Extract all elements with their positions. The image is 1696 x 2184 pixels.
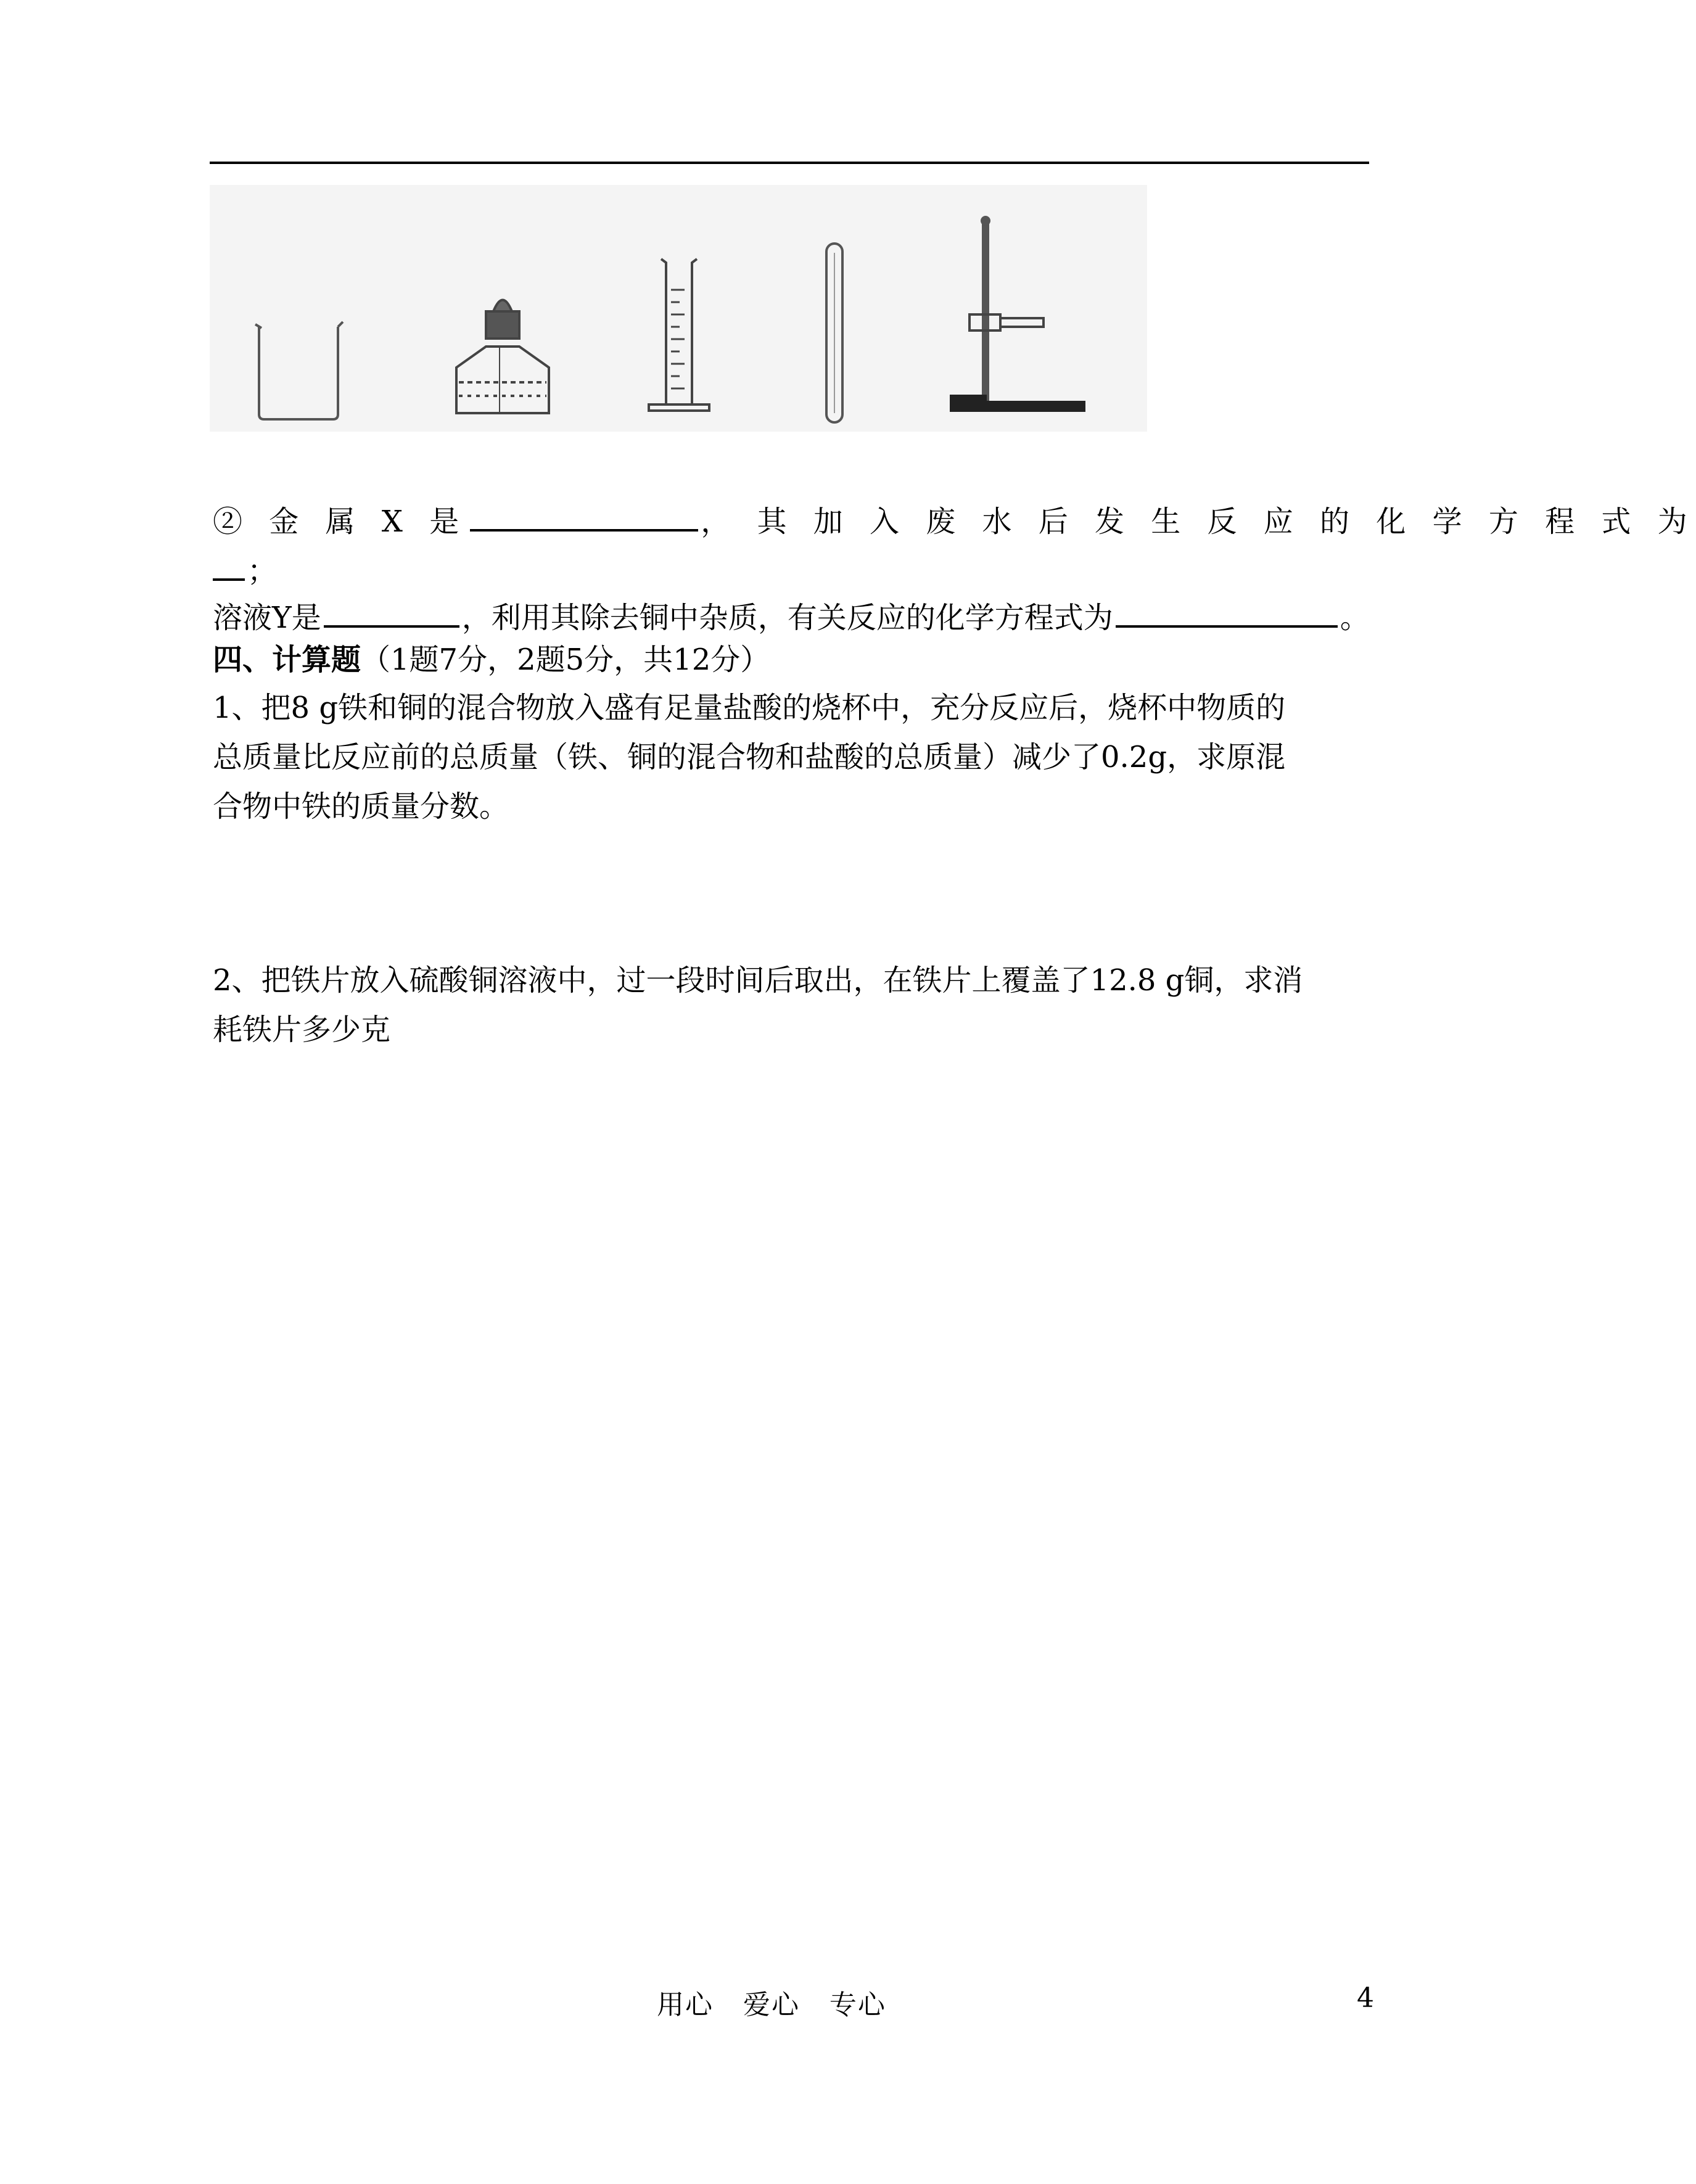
solution-y-blank[interactable] bbox=[324, 597, 459, 628]
footer-slogan: 用心 爱心 专心 bbox=[657, 1989, 886, 2021]
problem1-line2: 总质量比反应前的总质量（铁、铜的混合物和盐酸的总质量）减少了0.2g，求原混 bbox=[213, 740, 1286, 774]
question-solution-y-line bbox=[213, 597, 1370, 636]
equation-x-blank[interactable] bbox=[213, 550, 245, 581]
problem1-line3: 合物中铁的质量分数。 bbox=[213, 789, 509, 824]
question-metal-x-line bbox=[213, 501, 1696, 540]
metal-x-blank[interactable] bbox=[470, 501, 698, 532]
question-solution-y-text: 溶液Y是 bbox=[213, 601, 321, 635]
question-metal-x-text: ② 金 属 X 是 bbox=[213, 504, 468, 539]
solution-y-equation-blank[interactable] bbox=[1116, 597, 1338, 628]
question-solution-y-end: 。 bbox=[1340, 601, 1370, 635]
page-number: 4 bbox=[1357, 1982, 1374, 2014]
problem2-line1: 2、把铁片放入硫酸铜溶液中，过一段时间后取出，在铁片上覆盖了12.8 g铜，求消 bbox=[213, 963, 1303, 998]
section-score-note: （1题7分，2题5分，共12分） bbox=[361, 642, 770, 677]
section-title: 四、计算题 bbox=[213, 642, 361, 677]
problem2-line2: 耗铁片多少克 bbox=[213, 1012, 391, 1047]
header-rule bbox=[210, 162, 1369, 164]
apparatus-figure bbox=[210, 185, 1147, 432]
problem1-line1: 1、把8 g铁和铜的混合物放入盛有足量盐酸的烧杯中，充分反应后，烧杯中物质的 bbox=[213, 691, 1286, 725]
question-solution-y-equation-text: ，利用其除去铜中杂质，有关反应的化学方程式为 bbox=[461, 601, 1113, 635]
equation-x-semicolon: ； bbox=[247, 554, 278, 588]
question-equation-text: ， 其 加 入 废 水 后 发 生 反 应 的 化 学 方 程 式 为 bbox=[701, 504, 1696, 539]
question-equation-answer-line bbox=[213, 550, 277, 589]
section-heading bbox=[213, 641, 770, 678]
